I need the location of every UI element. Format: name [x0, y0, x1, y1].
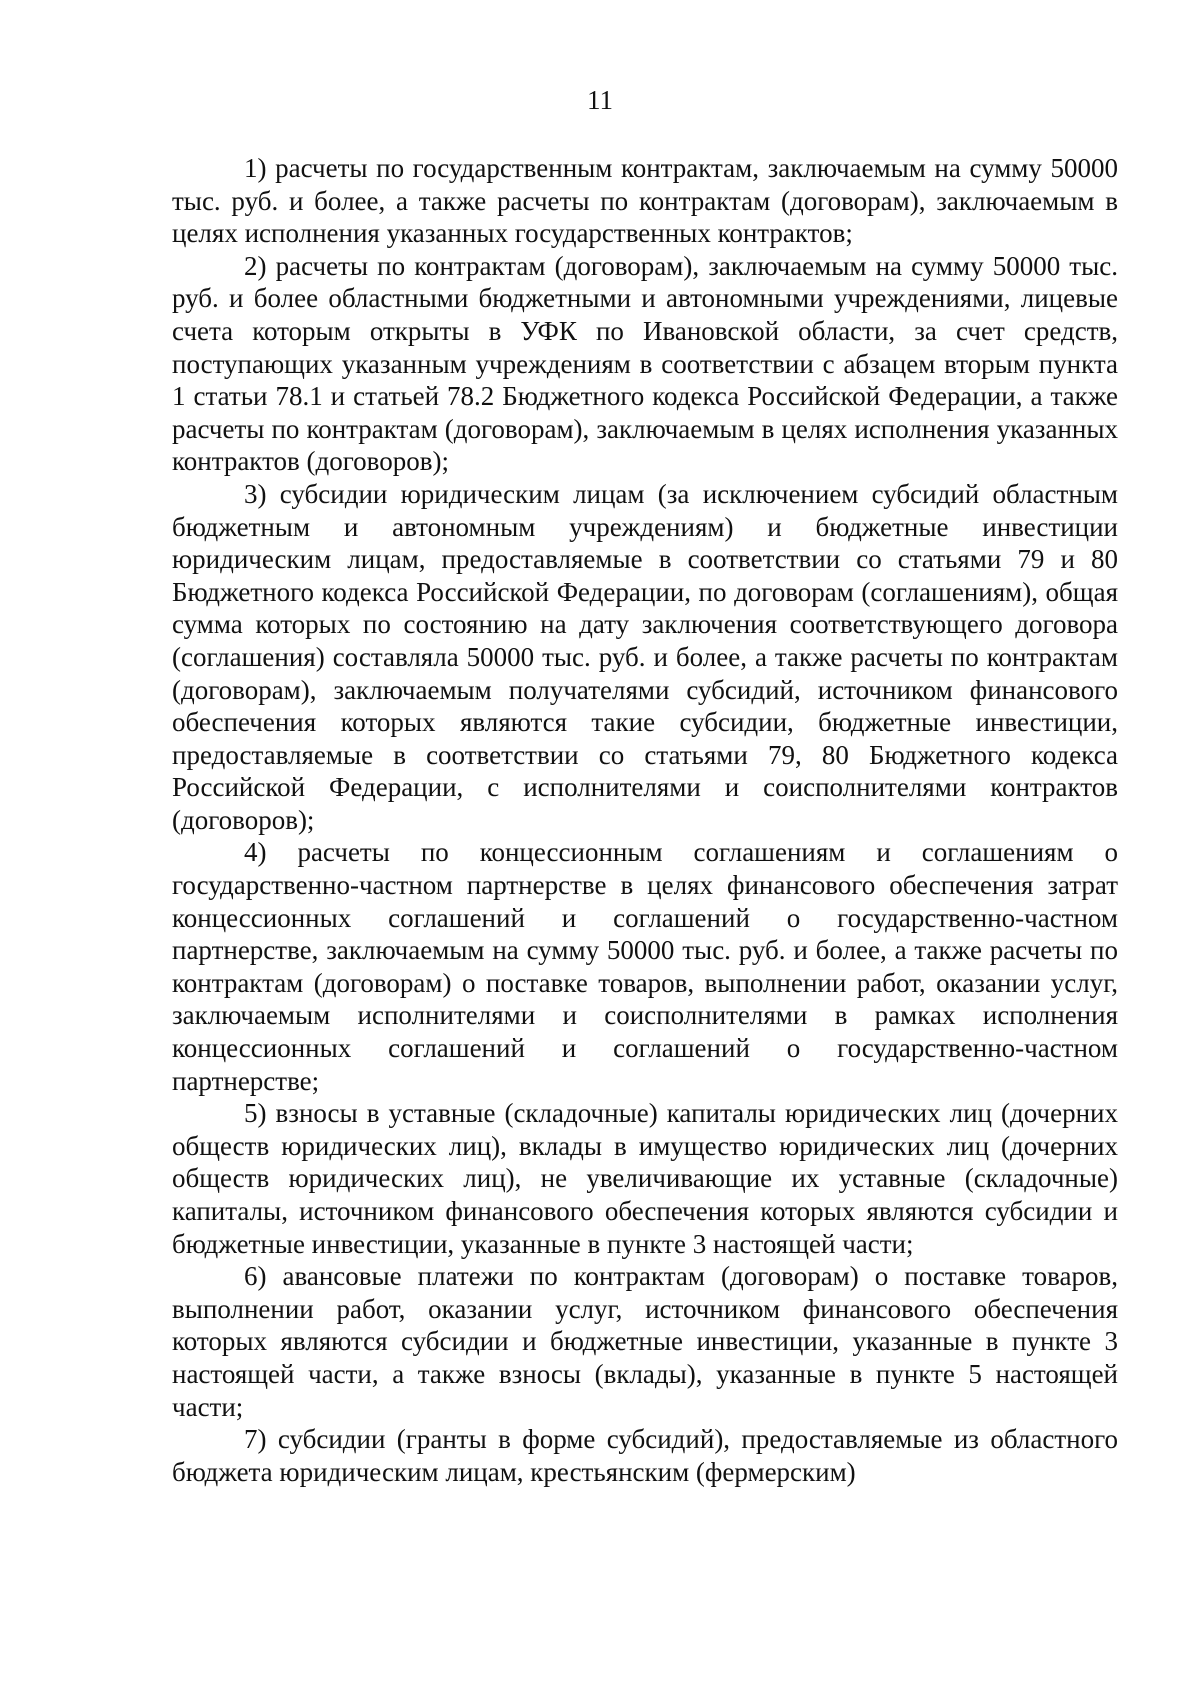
paragraph-item-2: 2) расчеты по контрактам (договорам), заключаемым на сумму 50000 тыс. руб. и более областными бюджетными и автономными учреждениями, лицевые счета которым открыты в УФК по Ивановской области, за счет средств, поступающих указанным учреждениям в соответствии с абзацем вторым пункта 1 статьи 78.1 и статьей 78.2 Бюджетного кодекса Российской Федерации, а также расчеты по контрактам (договорам), заключаемым в целях исполнения указанных контрактов (договоров); [172, 250, 1118, 477]
paragraph-item-5: 5) взносы в уставные (складочные) капиталы юридических лиц (дочерних обществ юридических лиц), вклады в имущество юридических лиц (дочерних обществ юридических лиц), не увеличивающие их уставные (складочные) капиталы, источником финансового обеспечения которых являются субсидии и бюджетные инвестиции, указанные в пункте 3 настоящей части; [172, 1098, 1118, 1259]
paragraph-item-3: 3) субсидии юридическим лицам (за исключением субсидий областным бюджетным и автономным учреждениям) и бюджетные инвестиции юридическим лицам, предоставляемые в соответствии со статьями 79 и 80 Бюджетного кодекса Российской Федерации, по договорам (соглашениям), общая сумма которых по состоянию на дату заключения соответствующего договора (соглашения) составляла 50000 тыс. руб. и более, а также расчеты по контрактам (договорам), заключаемым получателями субсидий, источником финансового обеспечения которых являются такие субсидии, бюджетные инвестиции, предоставляемые в соответствии со статьями 79, 80 Бюджетного кодекса Российской Федерации, с исполнителями и соисполнителями контрактов (договоров); [172, 478, 1118, 835]
page-number: 11 [587, 85, 613, 115]
paragraph-item-4: 4) расчеты по концессионным соглашениям и соглашениям о государственно-частном партнерстве в целях финансового обеспечения затрат концессионных соглашений и соглашений о государственно-частном партнерстве, заключаемым на сумму 50000 тыс. руб. и более, а также расчеты по контрактам (договорам) о поставке товаров, выполнении работ, оказании услуг, заключаемым исполнителями и соисполнителями в рамках исполнения концессионных соглашений и соглашений о государственно-частном партнерстве; [172, 837, 1118, 1096]
paragraph-item-7: 7) субсидии (гранты в форме субсидий), предоставляемые из областного бюджета юридическим лицам, крестьянским (фермерским) [172, 1424, 1118, 1487]
paragraph-item-1: 1) расчеты по государственным контрактам, заключаемым на сумму 50000 тыс. руб. и более, а также расчеты по контрактам (договорам), заключаемым в целях исполнения указанных государственных контрактов; [172, 153, 1118, 249]
document-body [172, 152, 1118, 1488]
paragraph-item-6: 6) авансовые платежи по контрактам (договорам) о поставке товаров, выполнении работ, оказании услуг, источником финансового обеспечения которых являются субсидии и бюджетные инвестиции, указанные в пункте 3 настоящей части, а также взносы (вклады), указанные в пункте 5 настоящей части; [172, 1261, 1118, 1422]
